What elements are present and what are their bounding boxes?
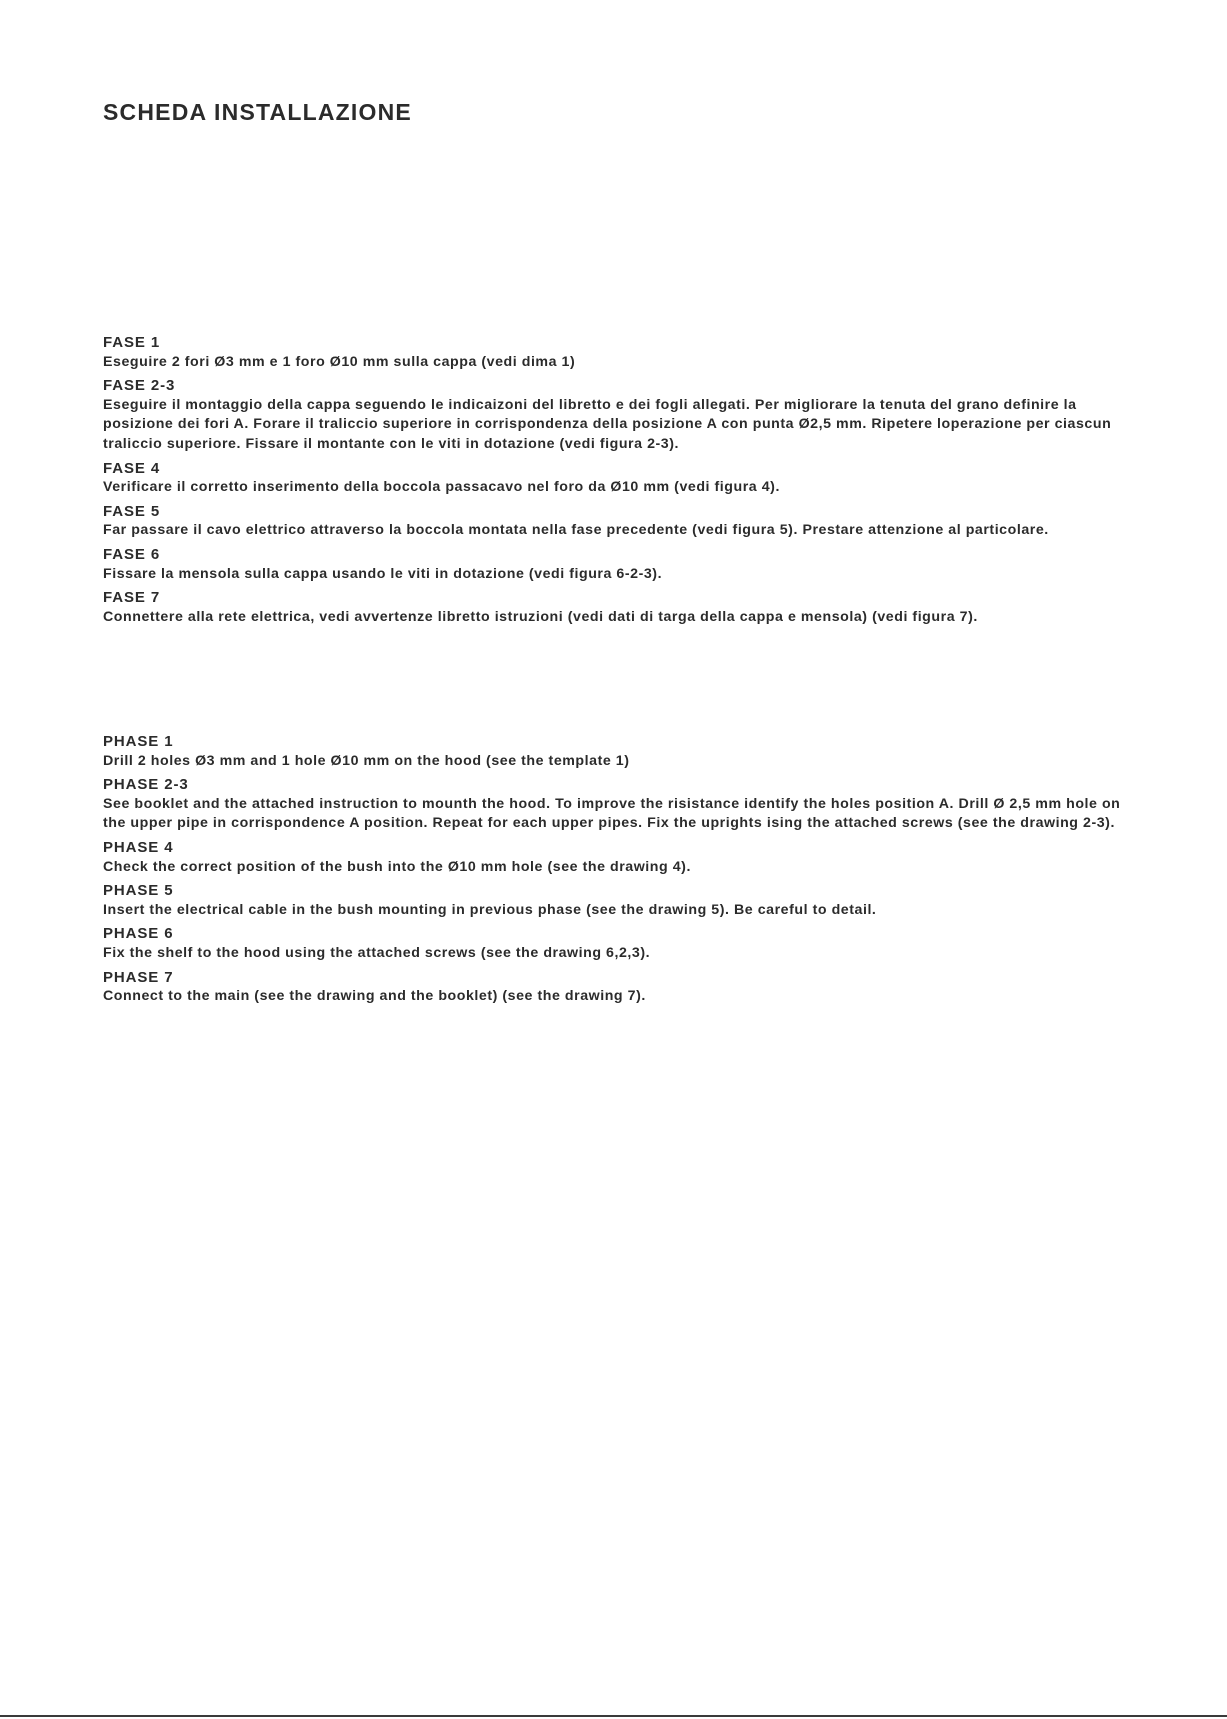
step-text: Connect to the main (see the drawing and the booklet) (see the drawing 7). [103, 988, 646, 1005]
step-fase-1 [103, 333, 1123, 372]
english-instructions [103, 732, 1123, 1011]
step-fase-2-3 [103, 376, 1123, 454]
page-title: SCHEDA INSTALLAZIONE [103, 99, 412, 125]
step-text: Check the correct position of the bush into the Ø10 mm hole (see the drawing 4). [103, 858, 691, 875]
step-fase-5 [103, 502, 1123, 541]
step-heading: PHASE 6 [103, 925, 174, 943]
step-heading: PHASE 4 [103, 838, 174, 856]
step-fase-7 [103, 588, 1123, 627]
step-heading: FASE 5 [103, 502, 161, 520]
step-heading: PHASE 7 [103, 968, 174, 986]
step-heading: FASE 1 [103, 334, 161, 351]
step-text: Insert the electrical cable in the bush mounting in previous phase (see the drawing 5). Be careful to detail. [103, 901, 877, 918]
step-phase-7 [103, 968, 1123, 1007]
step-phase-6 [103, 924, 1123, 963]
step-text: Drill 2 holes Ø3 mm and 1 hole Ø10 mm on the hood (see the template 1) [103, 752, 630, 769]
step-heading: FASE 6 [103, 545, 161, 563]
step-text: Far passare il cavo elettrico attraverso la boccola montata nella fase precedente (vedi figura 5). Prestare attenzione al particolare. [103, 522, 1049, 539]
step-heading: PHASE 2-3 [103, 776, 189, 794]
page-bottom-rule [0, 1715, 1227, 1717]
step-heading: FASE 2-3 [103, 377, 176, 395]
step-text: Fix the shelf to the hood using the attached screws (see the drawing 6,2,3). [103, 944, 651, 961]
step-phase-4 [103, 838, 1123, 877]
italian-instructions [103, 333, 1123, 631]
step-fase-6 [103, 545, 1123, 584]
step-phase-2-3 [103, 775, 1123, 834]
step-heading: FASE 7 [103, 589, 161, 607]
step-text: See booklet and the attached instruction to mounth the hood. To improve the risistance identify the holes position A. Drill Ø 2,5 mm hole on the upper pipe in corrispondence A position. Repeat for each upper pipes. Fix the uprights ising the attached screws (see the drawing 2-3). [103, 795, 1121, 832]
step-fase-4 [103, 459, 1123, 498]
step-text: Eseguire il montaggio della cappa seguendo le indicaizoni del libretto e dei fogli allegati. Per migliorare la tenuta del grano definire la posizione dei fori A. Forare il traliccio superiore in corrispondenza della posizione A con punta Ø2,5 mm. Ripetere loperazione per ciascun traliccio superiore. Fissare il montante con le viti in dotazione (vedi figura 2-3). [103, 396, 1112, 452]
step-text: Eseguire 2 fori Ø3 mm e 1 foro Ø10 mm sulla cappa (vedi dima 1) [103, 353, 576, 370]
step-text: Connettere alla rete elettrica, vedi avvertenze libretto istruzioni (vedi dati di targa della cappa e mensola) (vedi figura 7). [103, 608, 978, 625]
step-heading: PHASE 1 [103, 733, 174, 750]
step-text: Fissare la mensola sulla cappa usando le viti in dotazione (vedi figura 6-2-3). [103, 565, 663, 582]
step-heading: FASE 4 [103, 459, 161, 477]
step-phase-5 [103, 881, 1123, 920]
step-heading: PHASE 5 [103, 882, 174, 900]
step-phase-1 [103, 732, 1123, 771]
step-text: Verificare il corretto inserimento della boccola passacavo nel foro da Ø10 mm (vedi figura 4). [103, 479, 780, 496]
